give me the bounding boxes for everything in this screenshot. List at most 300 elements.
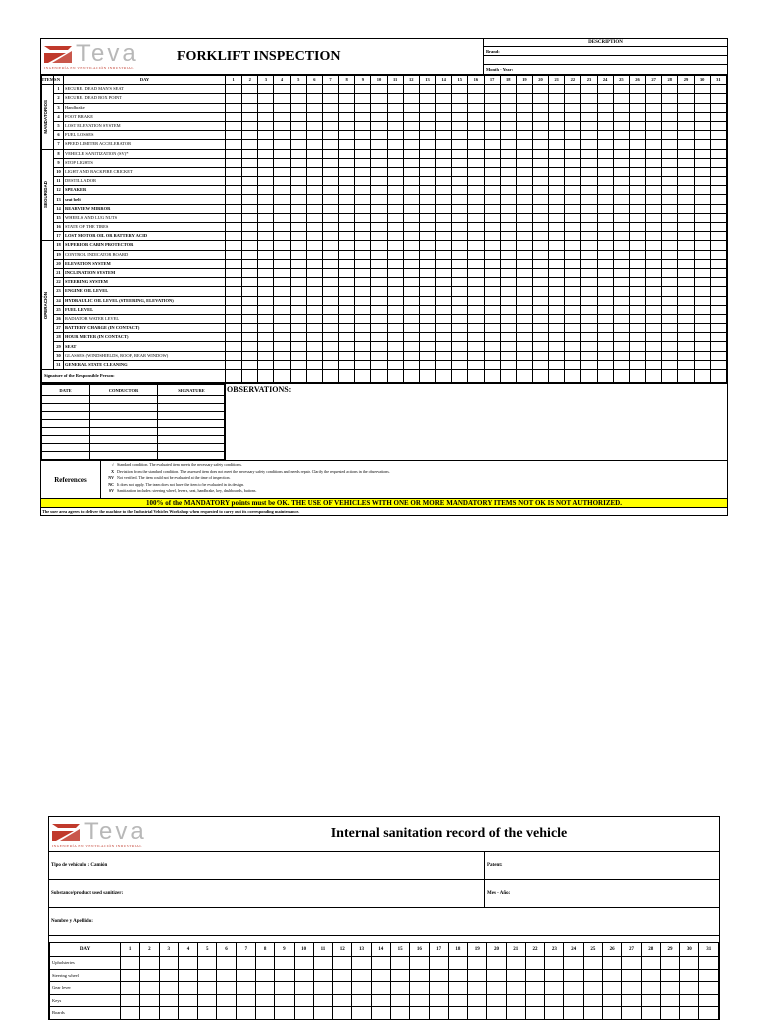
check-cell[interactable]	[565, 149, 581, 158]
check-cell[interactable]	[258, 324, 274, 333]
sanitation-cell[interactable]	[564, 982, 583, 995]
check-cell[interactable]	[355, 232, 371, 241]
check-cell[interactable]	[484, 314, 500, 323]
check-cell[interactable]	[355, 167, 371, 176]
check-cell[interactable]	[403, 342, 419, 351]
check-cell[interactable]	[662, 241, 678, 250]
check-cell[interactable]	[500, 305, 516, 314]
check-cell[interactable]	[436, 296, 452, 305]
check-cell[interactable]	[710, 121, 726, 130]
check-cell[interactable]	[613, 186, 629, 195]
sanitation-cell[interactable]	[159, 982, 178, 995]
check-cell[interactable]	[387, 204, 403, 213]
signature-cell[interactable]	[710, 370, 726, 383]
check-cell[interactable]	[694, 195, 710, 204]
check-cell[interactable]	[468, 204, 484, 213]
check-cell[interactable]	[500, 241, 516, 250]
check-cell[interactable]	[532, 85, 548, 94]
check-cell[interactable]	[500, 250, 516, 259]
check-cell[interactable]	[710, 195, 726, 204]
check-cell[interactable]	[549, 158, 565, 167]
check-cell[interactable]	[419, 121, 435, 130]
log-cell[interactable]	[42, 412, 90, 420]
check-cell[interactable]	[355, 195, 371, 204]
check-cell[interactable]	[258, 232, 274, 241]
sanitation-cell[interactable]	[352, 957, 371, 970]
check-cell[interactable]	[468, 131, 484, 140]
check-cell[interactable]	[339, 232, 355, 241]
check-cell[interactable]	[226, 223, 242, 232]
sanitation-cell[interactable]	[583, 994, 602, 1007]
check-cell[interactable]	[549, 213, 565, 222]
check-cell[interactable]	[306, 204, 322, 213]
check-cell[interactable]	[306, 112, 322, 121]
check-cell[interactable]	[710, 167, 726, 176]
check-cell[interactable]	[436, 85, 452, 94]
check-cell[interactable]	[500, 314, 516, 323]
check-cell[interactable]	[694, 131, 710, 140]
sanitation-cell[interactable]	[506, 1007, 525, 1020]
check-cell[interactable]	[694, 140, 710, 149]
log-cell[interactable]	[90, 404, 158, 412]
check-cell[interactable]	[258, 259, 274, 268]
check-cell[interactable]	[258, 195, 274, 204]
check-cell[interactable]	[403, 351, 419, 360]
check-cell[interactable]	[436, 103, 452, 112]
check-cell[interactable]	[597, 305, 613, 314]
sanitation-cell[interactable]	[121, 982, 140, 995]
sanitation-cell[interactable]	[390, 957, 409, 970]
month-year-field[interactable]: Mes - Año:	[484, 880, 719, 907]
check-cell[interactable]	[436, 305, 452, 314]
sanitation-cell[interactable]	[217, 994, 236, 1007]
sanitation-cell[interactable]	[448, 957, 467, 970]
check-cell[interactable]	[371, 85, 387, 94]
check-cell[interactable]	[678, 94, 694, 103]
check-cell[interactable]	[629, 186, 645, 195]
check-cell[interactable]	[581, 314, 597, 323]
check-cell[interactable]	[484, 287, 500, 296]
check-cell[interactable]	[274, 241, 290, 250]
sanitation-cell[interactable]	[352, 994, 371, 1007]
sanitation-cell[interactable]	[275, 1007, 294, 1020]
check-cell[interactable]	[646, 186, 662, 195]
sanitation-cell[interactable]	[390, 982, 409, 995]
sanitation-cell[interactable]	[545, 969, 564, 982]
check-cell[interactable]	[322, 287, 338, 296]
check-cell[interactable]	[516, 241, 532, 250]
check-cell[interactable]	[306, 324, 322, 333]
check-cell[interactable]	[339, 131, 355, 140]
check-cell[interactable]	[226, 314, 242, 323]
check-cell[interactable]	[694, 305, 710, 314]
signature-cell[interactable]	[339, 370, 355, 383]
sanitation-cell[interactable]	[159, 994, 178, 1007]
check-cell[interactable]	[322, 333, 338, 342]
check-cell[interactable]	[403, 232, 419, 241]
check-cell[interactable]	[581, 342, 597, 351]
check-cell[interactable]	[532, 268, 548, 277]
check-cell[interactable]	[339, 324, 355, 333]
check-cell[interactable]	[516, 314, 532, 323]
check-cell[interactable]	[549, 305, 565, 314]
check-cell[interactable]	[242, 85, 258, 94]
check-cell[interactable]	[274, 186, 290, 195]
check-cell[interactable]	[662, 333, 678, 342]
check-cell[interactable]	[371, 259, 387, 268]
check-cell[interactable]	[500, 121, 516, 130]
check-cell[interactable]	[694, 314, 710, 323]
check-cell[interactable]	[403, 158, 419, 167]
check-cell[interactable]	[322, 149, 338, 158]
check-cell[interactable]	[452, 167, 468, 176]
log-cell[interactable]	[42, 404, 90, 412]
check-cell[interactable]	[339, 195, 355, 204]
check-cell[interactable]	[290, 195, 306, 204]
check-cell[interactable]	[710, 140, 726, 149]
check-cell[interactable]	[500, 195, 516, 204]
check-cell[interactable]	[581, 278, 597, 287]
check-cell[interactable]	[694, 351, 710, 360]
check-cell[interactable]	[403, 296, 419, 305]
check-cell[interactable]	[306, 149, 322, 158]
check-cell[interactable]	[581, 296, 597, 305]
sanitation-cell[interactable]	[198, 982, 217, 995]
sanitation-cell[interactable]	[410, 994, 429, 1007]
check-cell[interactable]	[532, 333, 548, 342]
check-cell[interactable]	[242, 314, 258, 323]
check-cell[interactable]	[710, 250, 726, 259]
check-cell[interactable]	[565, 112, 581, 121]
check-cell[interactable]	[565, 268, 581, 277]
check-cell[interactable]	[710, 342, 726, 351]
check-cell[interactable]	[678, 360, 694, 369]
check-cell[interactable]	[629, 241, 645, 250]
check-cell[interactable]	[403, 223, 419, 232]
check-cell[interactable]	[387, 140, 403, 149]
check-cell[interactable]	[662, 121, 678, 130]
check-cell[interactable]	[226, 186, 242, 195]
check-cell[interactable]	[403, 195, 419, 204]
sanitation-cell[interactable]	[603, 994, 622, 1007]
check-cell[interactable]	[613, 167, 629, 176]
check-cell[interactable]	[549, 149, 565, 158]
sanitation-cell[interactable]	[410, 1007, 429, 1020]
check-cell[interactable]	[646, 149, 662, 158]
check-cell[interactable]	[403, 241, 419, 250]
check-cell[interactable]	[581, 177, 597, 186]
check-cell[interactable]	[532, 177, 548, 186]
check-cell[interactable]	[629, 268, 645, 277]
check-cell[interactable]	[694, 213, 710, 222]
check-cell[interactable]	[516, 223, 532, 232]
check-cell[interactable]	[532, 259, 548, 268]
check-cell[interactable]	[452, 351, 468, 360]
check-cell[interactable]	[468, 259, 484, 268]
signature-cell[interactable]	[532, 370, 548, 383]
check-cell[interactable]	[322, 342, 338, 351]
check-cell[interactable]	[258, 213, 274, 222]
check-cell[interactable]	[387, 259, 403, 268]
check-cell[interactable]	[484, 213, 500, 222]
check-cell[interactable]	[484, 177, 500, 186]
check-cell[interactable]	[290, 213, 306, 222]
check-cell[interactable]	[436, 333, 452, 342]
check-cell[interactable]	[371, 287, 387, 296]
check-cell[interactable]	[597, 259, 613, 268]
check-cell[interactable]	[355, 305, 371, 314]
check-cell[interactable]	[226, 158, 242, 167]
check-cell[interactable]	[532, 131, 548, 140]
check-cell[interactable]	[436, 314, 452, 323]
check-cell[interactable]	[484, 278, 500, 287]
check-cell[interactable]	[322, 195, 338, 204]
check-cell[interactable]	[242, 278, 258, 287]
check-cell[interactable]	[322, 314, 338, 323]
check-cell[interactable]	[662, 140, 678, 149]
signature-cell[interactable]	[500, 370, 516, 383]
sanitation-cell[interactable]	[198, 994, 217, 1007]
check-cell[interactable]	[484, 204, 500, 213]
check-cell[interactable]	[355, 103, 371, 112]
check-cell[interactable]	[500, 324, 516, 333]
check-cell[interactable]	[549, 314, 565, 323]
check-cell[interactable]	[419, 112, 435, 121]
check-cell[interactable]	[694, 103, 710, 112]
check-cell[interactable]	[419, 94, 435, 103]
check-cell[interactable]	[549, 94, 565, 103]
check-cell[interactable]	[613, 158, 629, 167]
check-cell[interactable]	[662, 213, 678, 222]
check-cell[interactable]	[355, 287, 371, 296]
check-cell[interactable]	[306, 195, 322, 204]
check-cell[interactable]	[419, 195, 435, 204]
sanitation-cell[interactable]	[603, 1007, 622, 1020]
check-cell[interactable]	[387, 223, 403, 232]
check-cell[interactable]	[500, 278, 516, 287]
check-cell[interactable]	[242, 223, 258, 232]
check-cell[interactable]	[549, 232, 565, 241]
check-cell[interactable]	[484, 324, 500, 333]
sanitation-cell[interactable]	[371, 957, 390, 970]
check-cell[interactable]	[387, 296, 403, 305]
sanitation-cell[interactable]	[699, 969, 719, 982]
check-cell[interactable]	[597, 351, 613, 360]
check-cell[interactable]	[274, 85, 290, 94]
check-cell[interactable]	[710, 94, 726, 103]
check-cell[interactable]	[339, 85, 355, 94]
check-cell[interactable]	[629, 158, 645, 167]
check-cell[interactable]	[258, 333, 274, 342]
check-cell[interactable]	[710, 351, 726, 360]
check-cell[interactable]	[387, 121, 403, 130]
check-cell[interactable]	[678, 268, 694, 277]
check-cell[interactable]	[387, 195, 403, 204]
check-cell[interactable]	[646, 241, 662, 250]
signature-cell[interactable]	[549, 370, 565, 383]
check-cell[interactable]	[419, 296, 435, 305]
check-cell[interactable]	[322, 167, 338, 176]
log-cell[interactable]	[90, 436, 158, 444]
log-cell[interactable]	[158, 396, 226, 404]
check-cell[interactable]	[500, 204, 516, 213]
check-cell[interactable]	[549, 85, 565, 94]
check-cell[interactable]	[516, 204, 532, 213]
check-cell[interactable]	[290, 287, 306, 296]
check-cell[interactable]	[629, 140, 645, 149]
check-cell[interactable]	[694, 94, 710, 103]
check-cell[interactable]	[339, 103, 355, 112]
check-cell[interactable]	[403, 121, 419, 130]
check-cell[interactable]	[549, 204, 565, 213]
check-cell[interactable]	[258, 131, 274, 140]
check-cell[interactable]	[452, 140, 468, 149]
check-cell[interactable]	[646, 324, 662, 333]
check-cell[interactable]	[355, 296, 371, 305]
check-cell[interactable]	[500, 213, 516, 222]
check-cell[interactable]	[355, 186, 371, 195]
check-cell[interactable]	[452, 241, 468, 250]
sanitation-cell[interactable]	[506, 994, 525, 1007]
signature-cell[interactable]	[242, 370, 258, 383]
check-cell[interactable]	[629, 167, 645, 176]
check-cell[interactable]	[306, 213, 322, 222]
check-cell[interactable]	[549, 333, 565, 342]
sanitation-cell[interactable]	[525, 1007, 544, 1020]
check-cell[interactable]	[565, 324, 581, 333]
check-cell[interactable]	[613, 305, 629, 314]
check-cell[interactable]	[274, 305, 290, 314]
check-cell[interactable]	[646, 360, 662, 369]
check-cell[interactable]	[419, 158, 435, 167]
check-cell[interactable]	[549, 351, 565, 360]
sanitation-cell[interactable]	[410, 957, 429, 970]
check-cell[interactable]	[468, 232, 484, 241]
check-cell[interactable]	[581, 149, 597, 158]
check-cell[interactable]	[290, 158, 306, 167]
check-cell[interactable]	[565, 177, 581, 186]
check-cell[interactable]	[516, 112, 532, 121]
check-cell[interactable]	[290, 232, 306, 241]
check-cell[interactable]	[532, 305, 548, 314]
sanitation-cell[interactable]	[217, 982, 236, 995]
check-cell[interactable]	[387, 287, 403, 296]
check-cell[interactable]	[468, 94, 484, 103]
check-cell[interactable]	[662, 112, 678, 121]
check-cell[interactable]	[597, 278, 613, 287]
check-cell[interactable]	[306, 94, 322, 103]
sanitation-cell[interactable]	[622, 957, 641, 970]
check-cell[interactable]	[242, 158, 258, 167]
check-cell[interactable]	[646, 213, 662, 222]
check-cell[interactable]	[500, 223, 516, 232]
check-cell[interactable]	[484, 94, 500, 103]
check-cell[interactable]	[468, 296, 484, 305]
sanitation-cell[interactable]	[448, 969, 467, 982]
check-cell[interactable]	[565, 223, 581, 232]
check-cell[interactable]	[597, 177, 613, 186]
check-cell[interactable]	[403, 324, 419, 333]
check-cell[interactable]	[403, 186, 419, 195]
check-cell[interactable]	[436, 360, 452, 369]
sanitation-cell[interactable]	[121, 994, 140, 1007]
check-cell[interactable]	[678, 259, 694, 268]
sanitation-cell[interactable]	[333, 1007, 352, 1020]
check-cell[interactable]	[516, 158, 532, 167]
check-cell[interactable]	[419, 85, 435, 94]
log-cell[interactable]	[42, 452, 90, 460]
signature-cell[interactable]	[565, 370, 581, 383]
check-cell[interactable]	[484, 342, 500, 351]
check-cell[interactable]	[484, 351, 500, 360]
check-cell[interactable]	[371, 158, 387, 167]
check-cell[interactable]	[646, 103, 662, 112]
signature-cell[interactable]	[258, 370, 274, 383]
check-cell[interactable]	[694, 250, 710, 259]
check-cell[interactable]	[403, 140, 419, 149]
check-cell[interactable]	[258, 186, 274, 195]
check-cell[interactable]	[694, 259, 710, 268]
check-cell[interactable]	[371, 223, 387, 232]
sanitation-cell[interactable]	[178, 969, 197, 982]
check-cell[interactable]	[274, 223, 290, 232]
check-cell[interactable]	[371, 268, 387, 277]
sanitation-cell[interactable]	[545, 957, 564, 970]
check-cell[interactable]	[710, 112, 726, 121]
check-cell[interactable]	[403, 259, 419, 268]
sanitation-cell[interactable]	[371, 1007, 390, 1020]
check-cell[interactable]	[387, 232, 403, 241]
name-field[interactable]: Nombre y Apellido:	[51, 919, 93, 924]
check-cell[interactable]	[242, 296, 258, 305]
check-cell[interactable]	[258, 351, 274, 360]
check-cell[interactable]	[371, 250, 387, 259]
check-cell[interactable]	[306, 232, 322, 241]
signature-cell[interactable]	[484, 370, 500, 383]
sanitation-cell[interactable]	[390, 994, 409, 1007]
check-cell[interactable]	[258, 287, 274, 296]
check-cell[interactable]	[387, 149, 403, 158]
check-cell[interactable]	[274, 342, 290, 351]
check-cell[interactable]	[646, 333, 662, 342]
check-cell[interactable]	[436, 177, 452, 186]
check-cell[interactable]	[565, 103, 581, 112]
check-cell[interactable]	[452, 314, 468, 323]
sanitation-cell[interactable]	[333, 982, 352, 995]
check-cell[interactable]	[452, 360, 468, 369]
sanitation-cell[interactable]	[333, 969, 352, 982]
check-cell[interactable]	[662, 195, 678, 204]
check-cell[interactable]	[710, 305, 726, 314]
check-cell[interactable]	[226, 177, 242, 186]
check-cell[interactable]	[419, 177, 435, 186]
check-cell[interactable]	[597, 342, 613, 351]
check-cell[interactable]	[468, 305, 484, 314]
check-cell[interactable]	[662, 149, 678, 158]
check-cell[interactable]	[710, 186, 726, 195]
sanitation-cell[interactable]	[564, 1007, 583, 1020]
check-cell[interactable]	[468, 195, 484, 204]
check-cell[interactable]	[500, 342, 516, 351]
check-cell[interactable]	[387, 351, 403, 360]
check-cell[interactable]	[694, 167, 710, 176]
check-cell[interactable]	[468, 278, 484, 287]
check-cell[interactable]	[436, 195, 452, 204]
check-cell[interactable]	[613, 177, 629, 186]
check-cell[interactable]	[662, 259, 678, 268]
check-cell[interactable]	[274, 94, 290, 103]
check-cell[interactable]	[274, 103, 290, 112]
